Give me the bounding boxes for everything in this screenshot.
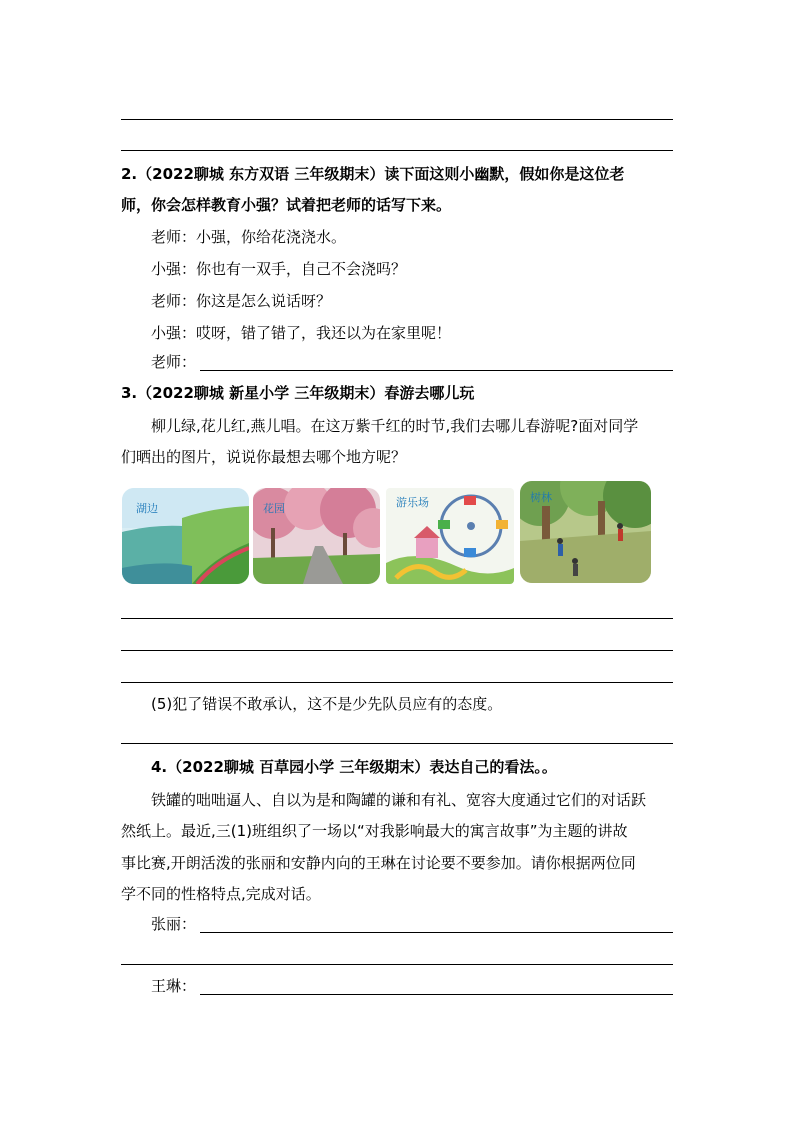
answer-blank[interactable] bbox=[200, 932, 673, 933]
q2-title-line2: 师，你会怎样教育小强？试着把老师的话写下来。 bbox=[121, 196, 452, 214]
answer-line bbox=[121, 119, 673, 120]
dialogue-line: 老师：你这是怎么说话呀？ bbox=[151, 292, 332, 310]
q3-paragraph-line1: 柳儿绿,花儿红,燕儿唱。在这万紫千红的时节,我们去哪儿春游呢?面对同学 bbox=[151, 417, 639, 435]
forest-picture bbox=[520, 481, 651, 583]
lake-scene-picture bbox=[122, 488, 249, 584]
q4-paragraph-line2: 然纸上。最近,三(1)班组织了一场以“对我影响最大的寓言故事”为主题的讲故 bbox=[121, 822, 628, 840]
amusement-park-picture bbox=[386, 488, 514, 584]
dialogue-line: 小强：你也有一双手，自己不会浇吗？ bbox=[151, 260, 407, 278]
q4-paragraph-line3: 事比赛,开朗活泼的张丽和安静内向的王琳在讨论要不要参加。请你根据两位同 bbox=[121, 854, 636, 872]
answer-line[interactable] bbox=[121, 743, 673, 744]
q2-title-line1: 2.（2022聊城 东方双语 三年级期末）读下面这则小幽默，假如你是这位老 bbox=[121, 165, 625, 183]
picture-label: 树林 bbox=[530, 491, 552, 504]
note-item-5: (5)犯了错误不敢承认，这不是少先队员应有的态度。 bbox=[151, 695, 503, 713]
answer-line bbox=[121, 150, 673, 151]
q3-paragraph-line2: 们晒出的图片，说说你最想去哪个地方呢？ bbox=[121, 448, 407, 466]
dialogue-line: 小强：哎呀，错了错了，我还以为在家里呢！ bbox=[151, 324, 452, 342]
picture-label: 花园 bbox=[263, 502, 285, 515]
picture-label: 游乐场 bbox=[396, 496, 429, 509]
dialogue-line: 老师：小强，你给花浇浇水。 bbox=[151, 228, 347, 246]
answer-line[interactable] bbox=[121, 650, 673, 651]
speaker-label-zhangli: 张丽： bbox=[151, 915, 197, 933]
q4-paragraph-line4: 学不同的性格特点,完成对话。 bbox=[121, 885, 321, 903]
answer-label: 老师： bbox=[151, 353, 197, 371]
q3-title: 3.（2022聊城 新星小学 三年级期末）春游去哪儿玩 bbox=[121, 384, 475, 402]
q4-title: 4.（2022聊城 百草园小学 三年级期末）表达自己的看法。。 bbox=[151, 758, 557, 776]
answer-line[interactable] bbox=[121, 618, 673, 619]
answer-line[interactable] bbox=[121, 964, 673, 965]
blossom-garden-picture bbox=[253, 488, 380, 584]
q4-paragraph-line1: 铁罐的咄咄逼人、自以为是和陶罐的谦和有礼、宽容大度通过它们的对话跃 bbox=[151, 791, 647, 809]
picture-label: 湖边 bbox=[136, 502, 158, 515]
speaker-label-wanglin: 王琳： bbox=[151, 977, 197, 995]
answer-blank[interactable] bbox=[200, 370, 673, 371]
answer-blank[interactable] bbox=[200, 994, 673, 995]
answer-line[interactable] bbox=[121, 682, 673, 683]
